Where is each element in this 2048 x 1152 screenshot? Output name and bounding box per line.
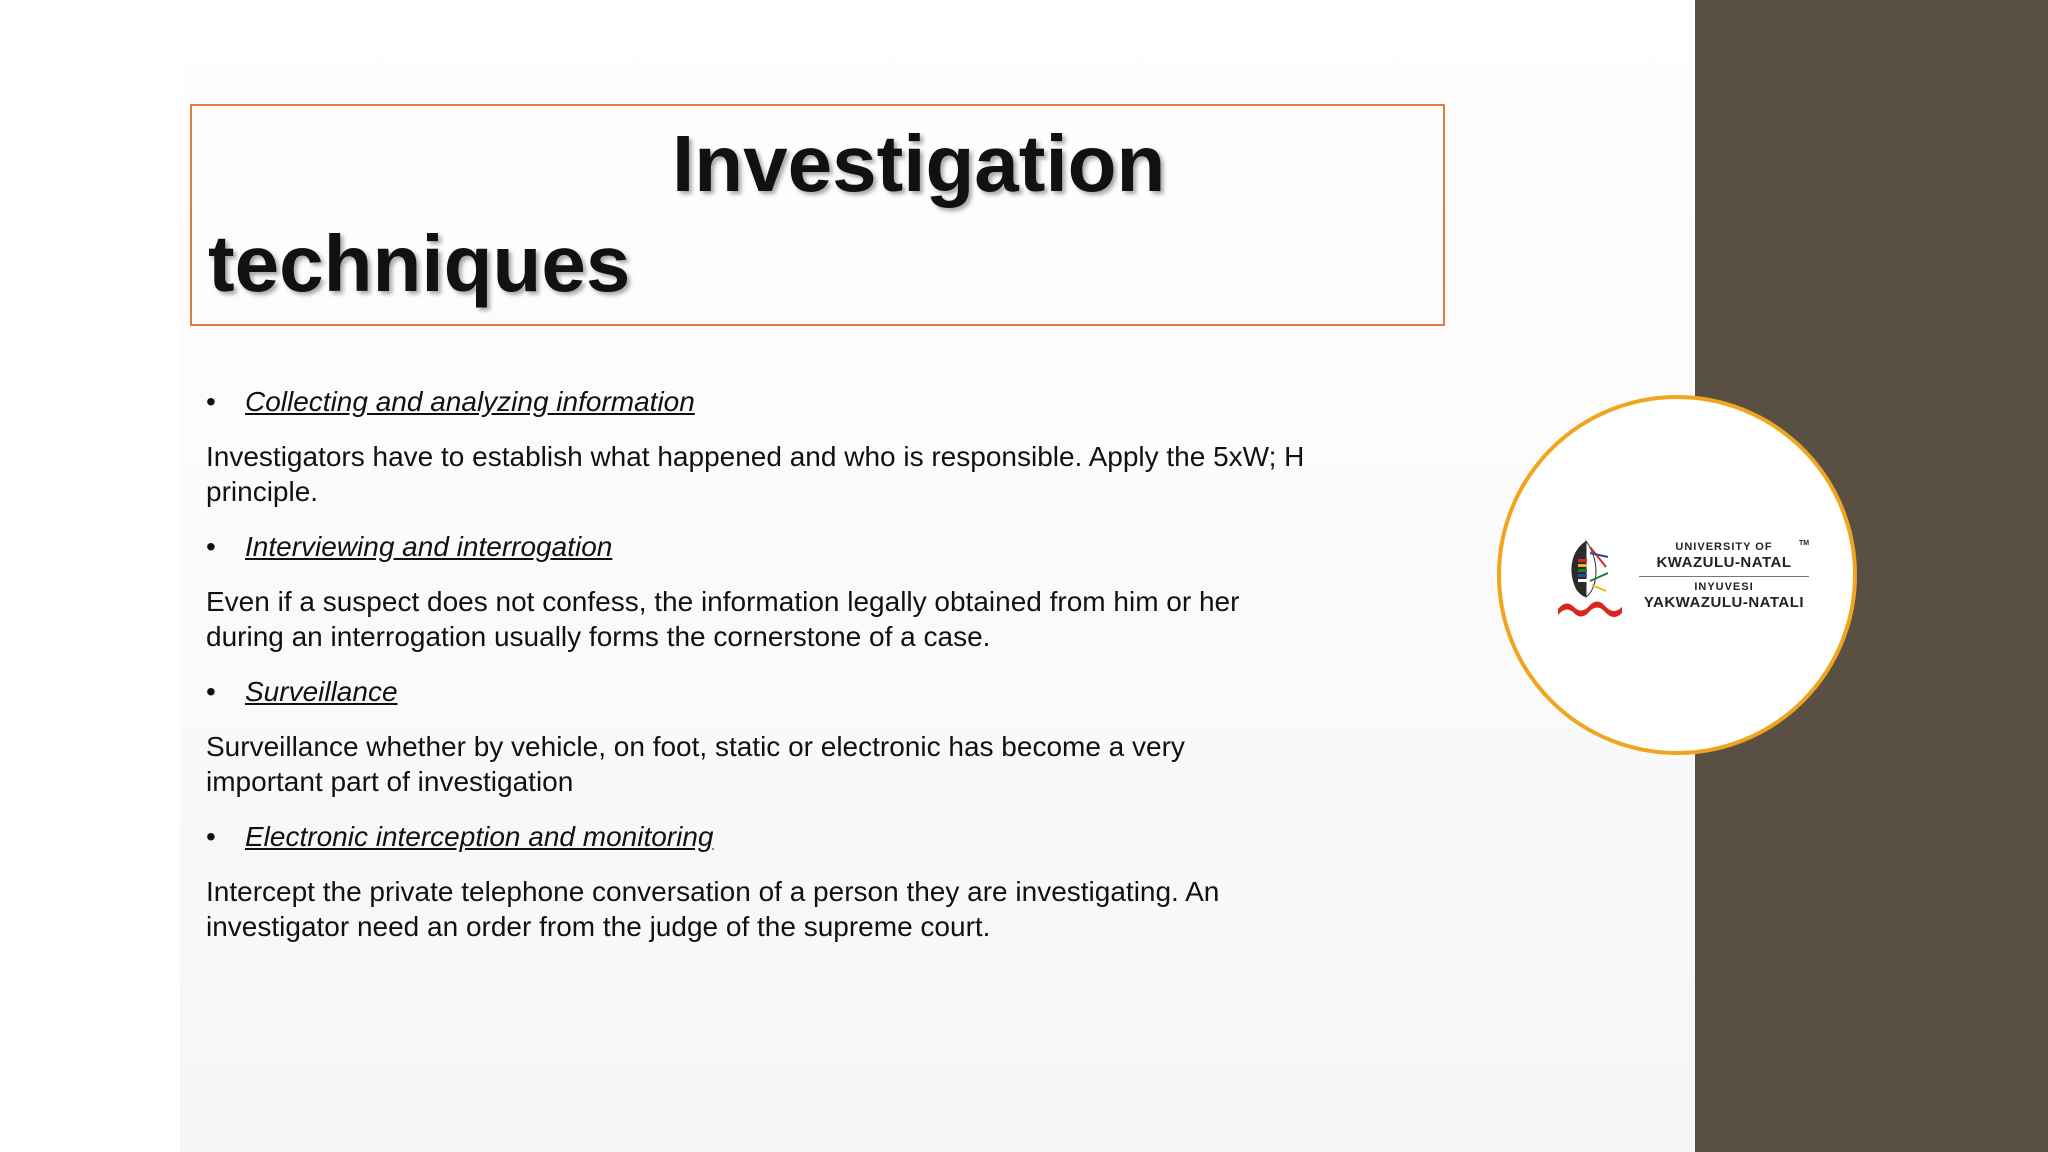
bullet-dot: •	[206, 821, 216, 852]
logo-line-yakwazulu-natali: YAKWAZULU-NATALI	[1643, 594, 1805, 611]
ukzn-shield-icon	[1556, 537, 1636, 622]
paragraph-surveillance: Surveillance whether by vehicle, on foot, static or electronic has become a very important part of investigation	[206, 731, 1185, 797]
bullet-heading-collecting: Collecting and analyzing information	[245, 386, 695, 417]
paragraph-collecting: Investigators have to establish what happened and who is responsible. Apply the 5xW; H principle.	[206, 441, 1305, 507]
logo-line-inyuvesi: INYUVESI	[1694, 581, 1754, 593]
logo-line-university-of: UNIVERSITY OF	[1675, 541, 1773, 553]
bullet-item	[206, 819, 1306, 854]
bullet-item	[206, 674, 1306, 709]
slide-title-line-2: techniques	[208, 219, 631, 308]
logo-divider	[1639, 576, 1809, 577]
bullet-dot: •	[206, 676, 216, 707]
logo-wordmark	[1639, 540, 1809, 612]
bullet-item	[206, 529, 1306, 564]
paragraph-interviewing: Even if a suspect does not confess, the information legally obtained from him or her during an interrogation usually forms the cornerstone of a case.	[206, 586, 1240, 652]
slide-title-line-1: Investigation	[672, 119, 1166, 208]
bullet-dot: •	[206, 531, 216, 562]
paragraph-electronic: Intercept the private telephone conversation of a person they are investigating. An investigator need an order from the judge of the supreme court.	[206, 876, 1220, 942]
title-box	[190, 104, 1445, 326]
logo-circle	[1497, 395, 1857, 755]
bullet-heading-electronic: Electronic interception and monitoring	[245, 821, 714, 852]
bullet-dot: •	[206, 386, 216, 417]
logo-line-kwazulu-natal: KWAZULU-NATAL	[1656, 554, 1792, 571]
bullet-item	[206, 384, 1306, 419]
slide-content	[206, 384, 1306, 964]
logo-trademark: TM	[1799, 540, 1810, 547]
bullet-heading-surveillance: Surveillance	[245, 676, 398, 707]
bullet-heading-interviewing: Interviewing and interrogation	[245, 531, 613, 562]
